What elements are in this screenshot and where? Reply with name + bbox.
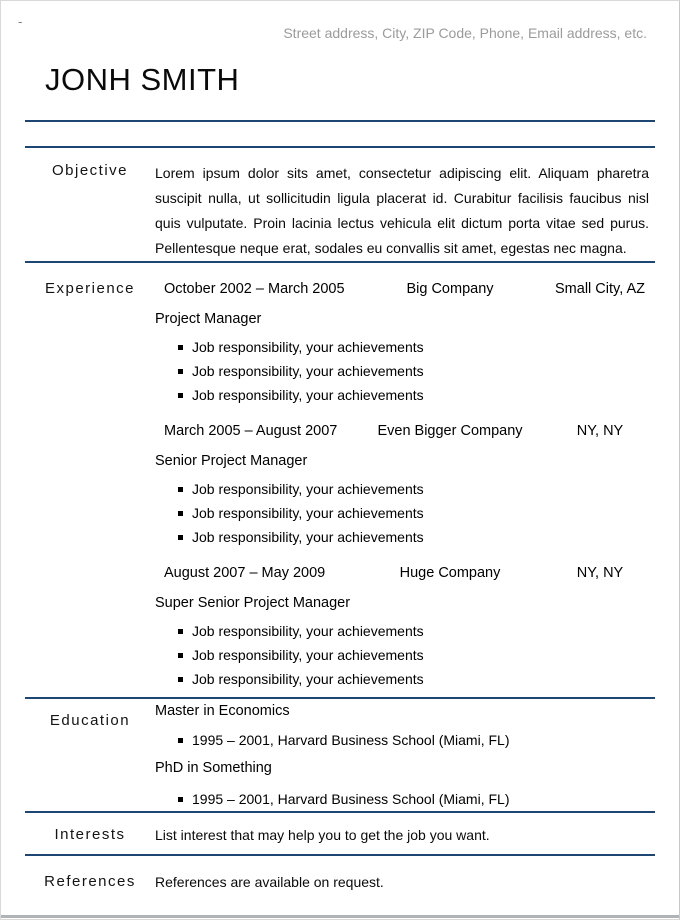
contact-info-line: Street address, City, ZIP Code, Phone, Email address, etc. <box>283 25 647 41</box>
responsibility-item <box>178 525 655 549</box>
responsibility-item <box>178 477 655 501</box>
bullet-square-icon <box>178 797 183 802</box>
bullet-square-icon <box>178 487 183 492</box>
job-company: Big Company <box>406 281 494 297</box>
bullet-square-icon <box>178 511 183 516</box>
interests-text: List interest that may help you to get the job you want. <box>155 827 490 843</box>
job-entry <box>155 279 655 407</box>
responsibility-text: Job responsibility, your achievements <box>192 671 424 687</box>
objective-text-line: suscipit nulla, ut sollicitudin ligula placerat id. Curabitur facilisis faucibus nisl <box>155 190 649 206</box>
references-label: References <box>44 873 136 890</box>
bullet-square-icon <box>178 677 183 682</box>
section-objective <box>25 148 655 261</box>
page-bottom-edge <box>1 915 679 918</box>
references-text: References are available on request. <box>155 874 384 890</box>
job-company: Huge Company <box>399 565 501 581</box>
job-dates: August 2007 – May 2009 <box>164 565 326 581</box>
responsibility-text: Job responsibility, your achievements <box>192 481 424 497</box>
objective-label: Objective <box>51 162 129 179</box>
responsibility-text: Job responsibility, your achievements <box>192 339 424 355</box>
job-dates: October 2002 – March 2005 <box>164 281 345 297</box>
responsibility-text: Job responsibility, your achievements <box>192 387 424 403</box>
section-divider <box>25 120 655 122</box>
bullet-square-icon <box>178 653 183 658</box>
job-location: NY, NY <box>576 565 624 581</box>
degree-detail: 1995 – 2001, Harvard Business School (Miami, FL) <box>192 732 510 748</box>
experience-label: Experience <box>44 280 136 297</box>
bullet-square-icon <box>178 738 183 743</box>
section-references <box>25 856 655 892</box>
objective-body <box>155 161 655 261</box>
responsibility-text: Job responsibility, your achievements <box>192 623 424 639</box>
responsibility-item <box>178 359 655 383</box>
job-title: Project Manager <box>155 311 262 327</box>
job-location: Small City, AZ <box>555 281 645 297</box>
section-education <box>25 699 655 811</box>
bullet-square-icon <box>178 393 183 398</box>
responsibility-text: Job responsibility, your achievements <box>192 529 424 545</box>
degree-title: PhD in Something <box>155 760 272 776</box>
degree-detail-item <box>155 728 655 752</box>
interests-label: Interests <box>54 826 126 843</box>
bullet-square-icon <box>178 629 183 634</box>
section-interests <box>25 813 655 845</box>
objective-text-line: Pellentesque neque erat, sodales eu convallis sit amet, egestas nec magna. <box>155 240 627 256</box>
degree-detail: 1995 – 2001, Harvard Business School (Miami, FL) <box>192 791 510 807</box>
objective-text-line: Lorem ipsum dolor sits amet, consectetur adipiscing elit. Aliquam pharetra <box>155 165 649 181</box>
degree-title: Master in Economics <box>155 703 290 719</box>
job-company: Even Bigger Company <box>377 423 523 439</box>
responsibility-text: Job responsibility, your achievements <box>192 363 424 379</box>
degree-detail-item <box>155 787 655 811</box>
bullet-square-icon <box>178 535 183 540</box>
job-title: Senior Project Manager <box>155 453 308 469</box>
responsibility-text: Job responsibility, your achievements <box>192 647 424 663</box>
job-location: NY, NY <box>576 423 624 439</box>
responsibility-text: Job responsibility, your achievements <box>192 505 424 521</box>
job-entry <box>155 421 655 549</box>
responsibility-item <box>178 383 655 407</box>
job-entry <box>155 563 655 691</box>
job-dates: March 2005 – August 2007 <box>164 423 338 439</box>
responsibility-item <box>178 643 655 667</box>
resume-name: JONH SMITH <box>45 62 240 97</box>
education-label: Education <box>49 712 131 729</box>
bullet-square-icon <box>178 369 183 374</box>
objective-text-line: quis vulputate. Proin lacinia lectus vehicula elit dictum porta vitae sed purus. <box>155 215 649 231</box>
responsibility-item <box>178 501 655 525</box>
stray-mark: - <box>18 14 23 29</box>
job-title: Super Senior Project Manager <box>155 595 351 611</box>
section-experience <box>25 263 655 691</box>
responsibility-item <box>178 667 655 691</box>
bullet-square-icon <box>178 345 183 350</box>
responsibility-item <box>178 335 655 359</box>
responsibility-item <box>178 619 655 643</box>
